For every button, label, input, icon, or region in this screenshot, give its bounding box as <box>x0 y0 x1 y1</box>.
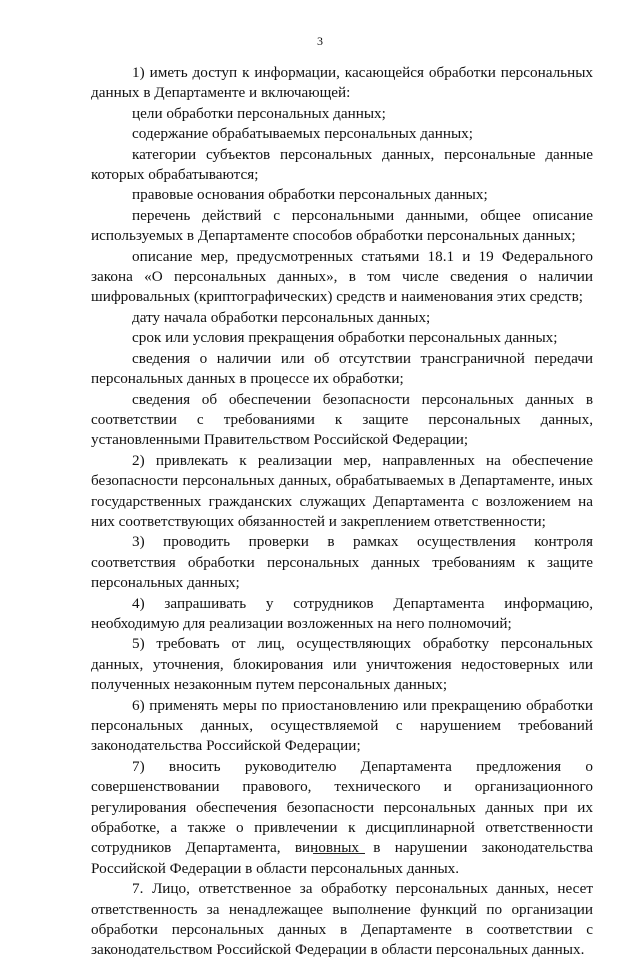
paragraph-data-content: содержание обрабатываемых персональных данных; <box>132 125 473 143</box>
document-body <box>91 63 593 961</box>
paragraph-measures-description: описание мер, предусмотренных статьями 18.1 и 19 Федерального закона «О персональных данных», в том числе сведения о наличии шифровальных (криптографических) средств и наименования этих средств; <box>91 247 593 306</box>
paragraph-item-7-proposals: 7) вносить руководителю Департамента предложения о совершенствовании правового, технического и организационного регулирования обеспечения безопасности персональных данных при их обработке, а также о привлечении к дисциплинарной ответственности сотрудников Департамента, виновных в нарушении законодательства Российской Федерации в области персональных данных. <box>91 757 593 877</box>
paragraph-item-2-engage: 2) привлекать к реализации мер, направленных на обеспечение безопасности персональных данных, обрабатываемых в Департаменте, иных государственных гражданских служащих Департамента с возложением на них соответствующих обязанностей и закреплением ответственности; <box>91 451 593 530</box>
paragraph-termination-terms: срок или условия прекращения обработки персональных данных; <box>132 329 558 347</box>
paragraph-legal-grounds: правовые основания обработки персональных данных; <box>132 186 488 204</box>
paragraph-item-4-request: 4) запрашивать у сотрудников Департамента информацию, необходимую для реализации возложенных на него полномочий; <box>91 594 593 632</box>
paragraph-subject-categories: категории субъектов персональных данных, персональные данные которых обрабатываются; <box>91 145 593 184</box>
paragraph-item-6-measures: 6) применять меры по приостановлению или прекращению обработки персональных данных, осуществляемой с нарушением требований законодательства Российской Федерации; <box>91 696 593 755</box>
paragraph-cross-border-transfer: сведения о наличии или об отсутствии трансграничной передачи персональных данных в процессе их обработки; <box>91 349 593 388</box>
paragraph-item-5-demand: 5) требовать от лиц, осуществляющих обработку персональных данных, уточнения, блокирования или уничтожения недостоверных или полученных незаконным путем персональных данных; <box>91 635 593 694</box>
end-rule <box>313 853 365 854</box>
paragraph-item-3-inspections: 3) проводить проверки в рамках осуществления контроля соответствия обработки персональных данных требованиям к защите персональных данных; <box>91 533 593 592</box>
page-number: 3 <box>317 34 323 48</box>
paragraph-security-info: сведения об обеспечении безопасности персональных данных в соответствии с требованиями к защите персональных данных, установленными Правительством Российской Федерации; <box>91 390 593 449</box>
paragraph-section-7-liability: 7. Лицо, ответственное за обработку персональных данных, несет ответственность за ненадлежащее выполнение функций по организации обработки персональных данных в Департаменте в соответствии с законодательством Российской Федерации в области персональных данных. <box>91 880 593 959</box>
paragraph-processing-goals: цели обработки персональных данных; <box>132 104 386 122</box>
paragraph-item-1-access: 1) иметь доступ к информации, касающейся обработки персональных данных в Департаменте и включающей: <box>91 64 593 102</box>
paragraph-actions-list: перечень действий с персональными данными, общее описание используемых в Департаменте способов обработки персональных данных; <box>91 206 593 245</box>
paragraph-start-date: дату начала обработки персональных данных; <box>132 308 431 326</box>
